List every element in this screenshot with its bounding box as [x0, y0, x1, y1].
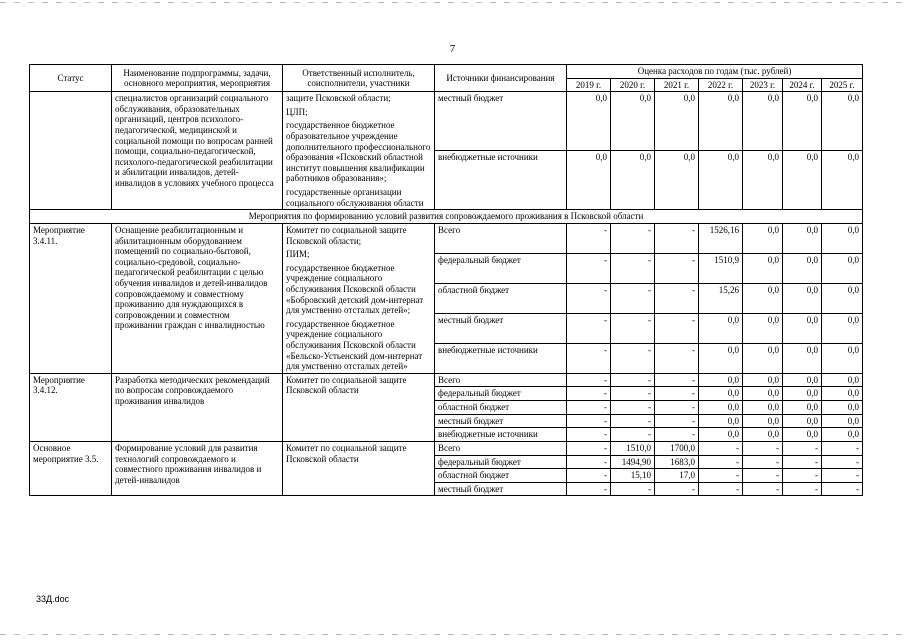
measure-name-cell: Разработка методических рекомендаций по вопросам сопровождаемого проживания инвалидов — [112, 373, 283, 441]
amount-cell: 0,0 — [743, 313, 783, 343]
amount-cell: 0,0 — [611, 151, 655, 210]
amount-cell: 1510,9 — [699, 253, 743, 283]
amount-cell: - — [567, 441, 611, 455]
executor-cell — [283, 373, 435, 441]
header-year: 2022 г. — [699, 78, 743, 92]
amount-cell: - — [783, 441, 822, 455]
amount-cell: 0,0 — [611, 92, 655, 151]
amount-cell: 1526,16 — [699, 223, 743, 253]
table-row — [30, 223, 863, 253]
amount-cell: 0,0 — [743, 92, 783, 151]
amount-cell: - — [822, 441, 863, 455]
executor-entry: ЦЛП; — [286, 106, 308, 117]
amount-cell: - — [743, 441, 783, 455]
amount-cell: - — [655, 373, 699, 387]
page-number: 7 — [449, 43, 456, 55]
amount-cell: - — [655, 401, 699, 415]
amount-cell: 0,0 — [743, 283, 783, 313]
executor-entry: государственное бюджетное учреждение социального обслуживания Псковской области «Бельско-Устьенский дом-интернат для умственно отсталых детей» — [286, 318, 423, 372]
amount-cell: 0,0 — [743, 401, 783, 415]
scan-artifact-bottom — [0, 634, 905, 635]
amount-cell: 17,0 — [655, 469, 699, 483]
amount-cell: 0,0 — [743, 428, 783, 442]
amount-cell: 0,0 — [743, 151, 783, 210]
amount-cell: 0,0 — [783, 92, 822, 151]
amount-cell: 0,0 — [699, 92, 743, 151]
amount-cell: 0,0 — [783, 283, 822, 313]
executor-entry: Комитет по социальной защите Псковской области; — [286, 224, 407, 246]
table-row — [30, 373, 863, 387]
amount-cell: - — [822, 469, 863, 483]
funding-source-cell: местный бюджет — [435, 313, 567, 343]
amount-cell: - — [611, 414, 655, 428]
funding-source-cell: местный бюджет — [435, 92, 567, 151]
amount-cell: 0,0 — [822, 414, 863, 428]
executor-entry: государственное бюджетное учреждение социального обслуживания Псковской области «Бобровский детский дом-интернат для умственно отсталых детей»; — [286, 262, 424, 316]
amount-cell: - — [743, 455, 783, 469]
amount-cell: - — [567, 414, 611, 428]
amount-cell: - — [822, 482, 863, 496]
funding-source-cell: местный бюджет — [435, 414, 567, 428]
amount-cell: - — [699, 455, 743, 469]
amount-cell: - — [567, 469, 611, 483]
amount-cell: - — [655, 428, 699, 442]
amount-cell: - — [655, 283, 699, 313]
amount-cell: 0,0 — [822, 401, 863, 415]
amount-cell: - — [611, 428, 655, 442]
amount-cell: 0,0 — [699, 428, 743, 442]
amount-cell: 0,0 — [699, 343, 743, 373]
amount-cell: - — [567, 387, 611, 401]
funding-source-cell: внебюджетные источники — [435, 343, 567, 373]
amount-cell: - — [567, 283, 611, 313]
executor-cell — [283, 92, 435, 210]
amount-cell: 0,0 — [743, 343, 783, 373]
amount-cell: - — [611, 373, 655, 387]
amount-cell: 0,0 — [822, 151, 863, 210]
measure-name-cell: специалистов организаций социального обслуживания, образовательных организаций, центров психолого-педагогической, медицинской и социальной помощи по вопросам ранней помощи, социально-педагогической, психолого-педагогической реабилитации и абилитации инвалидов, детей-инвалидов в условиях учебного процесса — [112, 92, 283, 210]
header-estimate: Оценка расходов по годам (тыс. рублей) — [567, 65, 863, 79]
amount-cell: - — [567, 223, 611, 253]
measure-name-cell: Формирование условий для развития технологий сопровождаемого и совместного проживания инвалидов и детей-инвалидов — [112, 441, 283, 495]
funding-source-cell: местный бюджет — [435, 482, 567, 496]
amount-cell: - — [611, 223, 655, 253]
amount-cell: 0,0 — [699, 414, 743, 428]
amount-cell: 0,0 — [743, 223, 783, 253]
amount-cell: 0,0 — [783, 151, 822, 210]
amount-cell: - — [655, 343, 699, 373]
amount-cell: 0,0 — [783, 253, 822, 283]
amount-cell: 0,0 — [783, 313, 822, 343]
amount-cell: 15,10 — [611, 469, 655, 483]
amount-cell: 0,0 — [783, 428, 822, 442]
executor-entry: государственное бюджетное образовательное учреждение дополнительного профессионального образования «Псковский областной институт повышения квалификации работников образования»; — [286, 120, 431, 184]
amount-cell: - — [655, 253, 699, 283]
amount-cell: - — [611, 387, 655, 401]
amount-cell: - — [567, 455, 611, 469]
section-title: Мероприятия по формированию условий развития сопровождаемого проживания в Псковской области — [30, 210, 863, 224]
funding-source-cell: областной бюджет — [435, 283, 567, 313]
funding-source-cell: Всего — [435, 223, 567, 253]
amount-cell: - — [783, 482, 822, 496]
amount-cell: - — [611, 283, 655, 313]
amount-cell: - — [655, 414, 699, 428]
footer-filename: 33Д.doc — [36, 594, 70, 604]
amount-cell: 0,0 — [743, 373, 783, 387]
status-cell: Основное мероприятие 3.5. — [30, 441, 112, 495]
amount-cell: - — [611, 343, 655, 373]
funding-source-cell: областной бюджет — [435, 469, 567, 483]
amount-cell: 1494,90 — [611, 455, 655, 469]
executor-entry: Комитет по социальной защите Псковской области — [286, 442, 407, 464]
funding-source-cell: федеральный бюджет — [435, 455, 567, 469]
amount-cell: - — [567, 482, 611, 496]
amount-cell: - — [567, 343, 611, 373]
amount-cell: - — [699, 469, 743, 483]
header-executor: Ответственный исполнитель, соисполнители, участники — [283, 65, 435, 92]
amount-cell: - — [567, 313, 611, 343]
funding-source-cell: внебюджетные источники — [435, 151, 567, 210]
header-year: 2023 г. — [743, 78, 783, 92]
header-sources: Источники финансирования — [435, 65, 567, 92]
header-row — [30, 65, 863, 79]
amount-cell: - — [567, 253, 611, 283]
funding-source-cell: Всего — [435, 373, 567, 387]
amount-cell: 0,0 — [822, 428, 863, 442]
amount-cell: 1683,0 — [655, 455, 699, 469]
amount-cell: 1700,0 — [655, 441, 699, 455]
amount-cell: - — [655, 223, 699, 253]
status-cell — [30, 92, 112, 210]
amount-cell: - — [743, 482, 783, 496]
executor-entry: государственные организации социального обслуживания области — [286, 187, 424, 208]
amount-cell: 0,0 — [699, 401, 743, 415]
amount-cell: 0,0 — [783, 401, 822, 415]
amount-cell: - — [611, 401, 655, 415]
funding-source-cell: Всего — [435, 441, 567, 455]
amount-cell: 0,0 — [567, 151, 611, 210]
executor-entry: Комитет по социальной защите Псковской области — [286, 374, 407, 396]
amount-cell: 15,26 — [699, 283, 743, 313]
amount-cell: 0,0 — [699, 387, 743, 401]
amount-cell: 0,0 — [783, 223, 822, 253]
amount-cell: 0,0 — [743, 253, 783, 283]
header-year: 2024 г. — [783, 78, 822, 92]
amount-cell: - — [567, 373, 611, 387]
amount-cell: 0,0 — [822, 343, 863, 373]
header-status: Статус — [30, 65, 112, 92]
section-row — [30, 210, 863, 224]
amount-cell: 0,0 — [783, 387, 822, 401]
amount-cell: 0,0 — [822, 253, 863, 283]
amount-cell: - — [822, 455, 863, 469]
amount-cell: 1510,0 — [611, 441, 655, 455]
amount-cell: 0,0 — [743, 414, 783, 428]
header-year: 2025 г. — [822, 78, 863, 92]
executor-entry: ПИМ; — [286, 249, 310, 260]
status-cell: Мероприятие 3.4.11. — [30, 223, 112, 373]
header-year: 2019 г. — [567, 78, 611, 92]
amount-cell: 0,0 — [699, 373, 743, 387]
amount-cell: 0,0 — [699, 151, 743, 210]
expenditure-table — [29, 64, 863, 496]
executor-entry: защите Псковской области; — [286, 93, 391, 104]
amount-cell: 0,0 — [783, 414, 822, 428]
amount-cell: - — [783, 455, 822, 469]
amount-cell: 0,0 — [822, 373, 863, 387]
executor-cell — [283, 441, 435, 495]
amount-cell: - — [743, 469, 783, 483]
amount-cell: - — [783, 469, 822, 483]
amount-cell: - — [567, 401, 611, 415]
amount-cell: 0,0 — [822, 223, 863, 253]
amount-cell: - — [611, 482, 655, 496]
amount-cell: 0,0 — [783, 373, 822, 387]
amount-cell: - — [655, 313, 699, 343]
amount-cell: 0,0 — [822, 387, 863, 401]
amount-cell: 0,0 — [699, 313, 743, 343]
funding-source-cell: федеральный бюджет — [435, 387, 567, 401]
header-name: Наименование подпрограммы, задачи, основного мероприятия, мероприятия — [112, 65, 283, 92]
scan-artifact-top — [0, 2, 905, 3]
measure-name-cell: Оснащение реабилитационным и абилитационным оборудованием помещений по социально-бытовой, социально-средовой, социально-педагогической реабилитации с целью обучения инвалидов и детей-инвалидов сопровождаемому и совместному проживанию для нуждающихся в сопровождении и совместном проживании граждан с инвалидностью — [112, 223, 283, 373]
table-row — [30, 92, 863, 151]
amount-cell: - — [611, 253, 655, 283]
amount-cell: 0,0 — [822, 283, 863, 313]
funding-source-cell: внебюджетные источники — [435, 428, 567, 442]
amount-cell: - — [655, 482, 699, 496]
amount-cell: 0,0 — [655, 92, 699, 151]
header-year: 2020 г. — [611, 78, 655, 92]
table-row — [30, 441, 863, 455]
amount-cell: - — [611, 313, 655, 343]
amount-cell: 0,0 — [743, 387, 783, 401]
amount-cell: 0,0 — [822, 92, 863, 151]
amount-cell: 0,0 — [567, 92, 611, 151]
executor-cell — [283, 223, 435, 373]
amount-cell: - — [567, 428, 611, 442]
funding-source-cell: федеральный бюджет — [435, 253, 567, 283]
amount-cell: 0,0 — [822, 313, 863, 343]
header-year: 2021 г. — [655, 78, 699, 92]
amount-cell: - — [699, 441, 743, 455]
amount-cell: - — [655, 387, 699, 401]
funding-source-cell: областной бюджет — [435, 401, 567, 415]
amount-cell: 0,0 — [783, 343, 822, 373]
amount-cell: - — [699, 482, 743, 496]
amount-cell: 0,0 — [655, 151, 699, 210]
status-cell: Мероприятие 3.4.12. — [30, 373, 112, 441]
